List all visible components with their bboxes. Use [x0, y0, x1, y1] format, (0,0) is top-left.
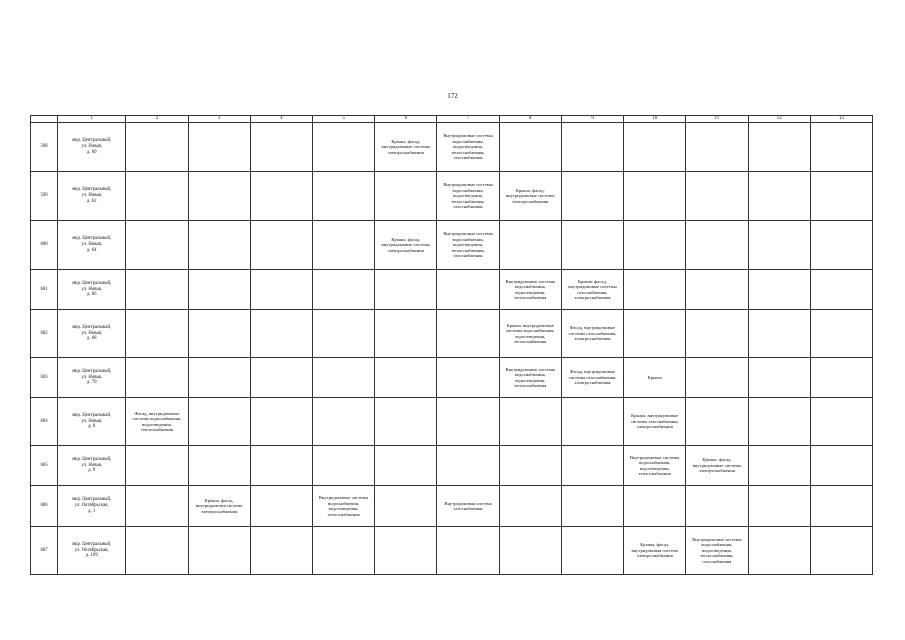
work-cell: [437, 446, 499, 486]
header-cell: 1: [58, 116, 126, 123]
work-cell: [126, 123, 188, 172]
work-cell: [250, 486, 312, 527]
work-cell: [810, 527, 872, 575]
table-row: [31, 270, 873, 310]
header-cell: 13: [810, 116, 872, 123]
work-cell: Крыша, фасад, внутридомовые системы газоснабжения, электроснабжения: [561, 270, 623, 310]
work-cell: [250, 172, 312, 221]
address-line: д. 70: [86, 380, 97, 386]
row-number-cell: 602: [31, 310, 58, 358]
table-row: [31, 446, 873, 486]
address-cell: [58, 486, 126, 527]
work-cell: [810, 486, 872, 527]
work-cell: [126, 270, 188, 310]
work-cell: [561, 123, 623, 172]
address-line: мкр. Центральный,: [72, 412, 112, 418]
work-cell: [561, 446, 623, 486]
work-cell: [375, 446, 437, 486]
address-line: ул. Новая,: [81, 374, 102, 380]
work-cell: [624, 270, 686, 310]
work-cell: [126, 358, 188, 398]
work-cell: [499, 221, 561, 270]
work-cell: [375, 310, 437, 358]
work-cell: [375, 527, 437, 575]
work-cell: Крыша, внутридомовые системы газоснабжения, электроснабжения: [624, 398, 686, 446]
header-cell: 2: [126, 116, 188, 123]
work-cell: Фасад, внутридомовые системы водоснабжения, водоотведения, теплоснабжения: [126, 398, 188, 446]
row-number-cell: 603: [31, 358, 58, 398]
address-line: ул. Новая,: [81, 242, 102, 248]
work-cell: [686, 358, 748, 398]
work-cell: [188, 123, 250, 172]
address-line: мкр. Центральный,: [72, 541, 112, 547]
work-cell: [810, 172, 872, 221]
address-line: д. 1: [88, 508, 96, 514]
work-cell: Крыша, фасад, внутридомовые системы электроснабжения: [499, 172, 561, 221]
work-cell: [250, 123, 312, 172]
work-cell: [312, 446, 374, 486]
work-cell: [686, 310, 748, 358]
address-cell: [58, 398, 126, 446]
address-line: д. 109: [85, 553, 98, 559]
work-cell: [188, 270, 250, 310]
address-line: мкр. Центральный,: [72, 138, 112, 144]
work-cell: [561, 486, 623, 527]
header-cell: 11: [686, 116, 748, 123]
work-cell: Крыша: [624, 358, 686, 398]
row-number-cell: 601: [31, 270, 58, 310]
work-cell: [686, 123, 748, 172]
work-cell: [312, 221, 374, 270]
address-line: ул. Октябрьская,: [74, 547, 109, 553]
address-cell: [58, 270, 126, 310]
address-line: д. 9: [88, 468, 96, 474]
table-row: [31, 358, 873, 398]
work-cell: [561, 398, 623, 446]
row-number-cell: 598: [31, 123, 58, 172]
work-cell: [188, 446, 250, 486]
work-cell: [250, 310, 312, 358]
work-cell: Внутридомовые системы водоснабжения, водоотведения, теплоснабжения: [624, 446, 686, 486]
work-cell: [126, 172, 188, 221]
page-number: 172: [447, 92, 458, 100]
address-cell: [58, 527, 126, 575]
work-cell: [624, 310, 686, 358]
work-cell: Фасад, внутридомовые системы газоснабжения, электроснабжения: [561, 310, 623, 358]
table-row: [31, 172, 873, 221]
work-cell: [250, 221, 312, 270]
row-number-cell: 606: [31, 486, 58, 527]
table-row: [31, 221, 873, 270]
work-cell: [375, 398, 437, 446]
address-line: ул. Новая,: [81, 330, 102, 336]
work-cell: Внутридомовые системы водоснабжения, водоотведения, теплоснабжения, газоснабжения: [437, 221, 499, 270]
address-line: мкр. Центральный,: [72, 368, 112, 374]
header-cell: 10: [624, 116, 686, 123]
work-cell: [312, 270, 374, 310]
work-cell: [312, 398, 374, 446]
work-cell: [188, 310, 250, 358]
address-line: д. 60: [86, 149, 97, 155]
work-cell: [624, 486, 686, 527]
work-cell: [437, 270, 499, 310]
work-cell: Внутридомовая система газоснабжения: [437, 486, 499, 527]
address-line: мкр. Центральный,: [72, 236, 112, 242]
work-cell: Внутридомовые системы водоснабжения, водоотведения, теплоснабжения: [312, 486, 374, 527]
work-cell: [188, 221, 250, 270]
address-line: ул. Новая,: [81, 144, 102, 150]
work-cell: Крыша, фасад, внутридомовая система электроснабжения: [188, 486, 250, 527]
work-cell: [810, 270, 872, 310]
work-cell: [250, 398, 312, 446]
work-cell: [686, 398, 748, 446]
row-number-cell: 604: [31, 398, 58, 446]
work-cell: [250, 446, 312, 486]
work-cell: [686, 172, 748, 221]
work-cell: [748, 527, 810, 575]
address-line: мкр. Центральный,: [72, 187, 112, 193]
work-cell: [126, 486, 188, 527]
table-row: [31, 310, 873, 358]
address-line: ул. Новая,: [81, 462, 102, 468]
work-cell: [561, 221, 623, 270]
work-cell: [312, 172, 374, 221]
address-cell: [58, 446, 126, 486]
work-cell: [126, 446, 188, 486]
table-body: [31, 123, 873, 575]
work-cell: [748, 123, 810, 172]
work-cell: [437, 398, 499, 446]
work-cell: [499, 486, 561, 527]
address-line: ул. Октябрьская,: [74, 503, 109, 509]
work-cell: [748, 486, 810, 527]
address-line: д. 66: [86, 292, 97, 298]
work-cell: [748, 446, 810, 486]
header-cell: 6: [375, 116, 437, 123]
address-cell: [58, 172, 126, 221]
work-cell: [748, 398, 810, 446]
work-cell: Крыша, фасад, внутридомовые системы электроснабжения: [375, 221, 437, 270]
work-cell: [375, 172, 437, 221]
table-header-row: [31, 116, 873, 123]
work-cell: [748, 221, 810, 270]
work-cell: [499, 446, 561, 486]
address-cell: [58, 123, 126, 172]
work-cell: [437, 358, 499, 398]
work-cell: [499, 123, 561, 172]
work-cell: Внутридомовые системы водоснабжения, водоотведения, теплоснабжения, газоснабжения: [437, 123, 499, 172]
work-cell: [188, 398, 250, 446]
work-cell: Крыша, фасад, внутридомовые системы электроснабжения: [686, 446, 748, 486]
work-cell: [561, 527, 623, 575]
work-cell: [499, 398, 561, 446]
table-row: [31, 527, 873, 575]
header-cell: 12: [748, 116, 810, 123]
work-cell: Фасад, внутридомовые системы газоснабжения, электроснабжения: [561, 358, 623, 398]
work-cell: [810, 221, 872, 270]
work-cell: [250, 527, 312, 575]
work-cell: [250, 270, 312, 310]
table-row: [31, 486, 873, 527]
work-cell: [188, 527, 250, 575]
work-cell: [748, 270, 810, 310]
header-cell-num: [31, 116, 58, 123]
work-cell: [375, 486, 437, 527]
address-line: ул. Новая,: [81, 193, 102, 199]
work-cell: [748, 310, 810, 358]
work-cell: [126, 221, 188, 270]
address-line: мкр. Центральный,: [72, 456, 112, 462]
work-cell: Внутридомовые системы водоснабжения, водоотведения, теплоснабжения, газоснабжения: [437, 172, 499, 221]
header-cell: 9: [561, 116, 623, 123]
header-cell: 3: [188, 116, 250, 123]
work-cell: [748, 358, 810, 398]
address-line: д. 62: [86, 198, 97, 204]
address-line: мкр. Центральный,: [72, 324, 112, 330]
row-number-cell: 599: [31, 172, 58, 221]
work-cell: [375, 270, 437, 310]
address-line: д. 8: [88, 424, 96, 430]
work-cell: Крыша, фасад, внутридомовые системы электроснабжения: [375, 123, 437, 172]
work-cell: [188, 358, 250, 398]
work-cell: [126, 310, 188, 358]
work-cell: [312, 358, 374, 398]
header-cell: 7: [437, 116, 499, 123]
address-line: мкр. Центральный,: [72, 497, 112, 503]
address-cell: [58, 310, 126, 358]
row-number-cell: 600: [31, 221, 58, 270]
work-cell: Внутридомовые системы водоснабжения, водоотведения, теплоснабжения, газоснабжения: [686, 527, 748, 575]
work-cell: [561, 172, 623, 221]
repair-schedule-table: [30, 115, 873, 575]
address-line: мкр. Центральный,: [72, 280, 112, 286]
work-cell: [748, 172, 810, 221]
work-cell: Внутридомовые системы водоснабжения, водоотведения, теплоснабжения: [499, 358, 561, 398]
work-cell: [499, 527, 561, 575]
work-cell: [810, 446, 872, 486]
work-cell: [810, 310, 872, 358]
work-cell: [126, 527, 188, 575]
work-cell: Крыша, внутридомовые системы водоснабжения, водоотведения, теплоснабжения: [499, 310, 561, 358]
work-cell: [624, 123, 686, 172]
work-cell: [810, 398, 872, 446]
address-line: д. 68: [86, 336, 97, 342]
work-cell: [312, 310, 374, 358]
work-cell: [375, 358, 437, 398]
row-number-cell: 607: [31, 527, 58, 575]
work-cell: [686, 221, 748, 270]
address-line: д. 64: [86, 247, 97, 253]
work-cell: [624, 221, 686, 270]
header-cell: 8: [499, 116, 561, 123]
work-cell: Внутридомовые системы водоснабжения, водоотведения, теплоснабжения: [499, 270, 561, 310]
work-cell: [312, 527, 374, 575]
address-cell: [58, 358, 126, 398]
table-row: [31, 398, 873, 446]
work-cell: [810, 358, 872, 398]
work-cell: [686, 270, 748, 310]
row-number-cell: 605: [31, 446, 58, 486]
work-cell: [624, 172, 686, 221]
work-cell: [312, 123, 374, 172]
work-cell: [188, 172, 250, 221]
work-cell: [810, 123, 872, 172]
address-line: ул. Новая,: [81, 418, 102, 424]
work-cell: [437, 527, 499, 575]
address-line: ул. Новая,: [81, 286, 102, 292]
work-cell: [437, 310, 499, 358]
address-cell: [58, 221, 126, 270]
header-cell: 5: [312, 116, 374, 123]
work-cell: Крыша, фасад, внутридомовая система электроснабжения: [624, 527, 686, 575]
work-cell: [686, 486, 748, 527]
work-cell: [250, 358, 312, 398]
header-cell: 4: [250, 116, 312, 123]
table-row: [31, 123, 873, 172]
